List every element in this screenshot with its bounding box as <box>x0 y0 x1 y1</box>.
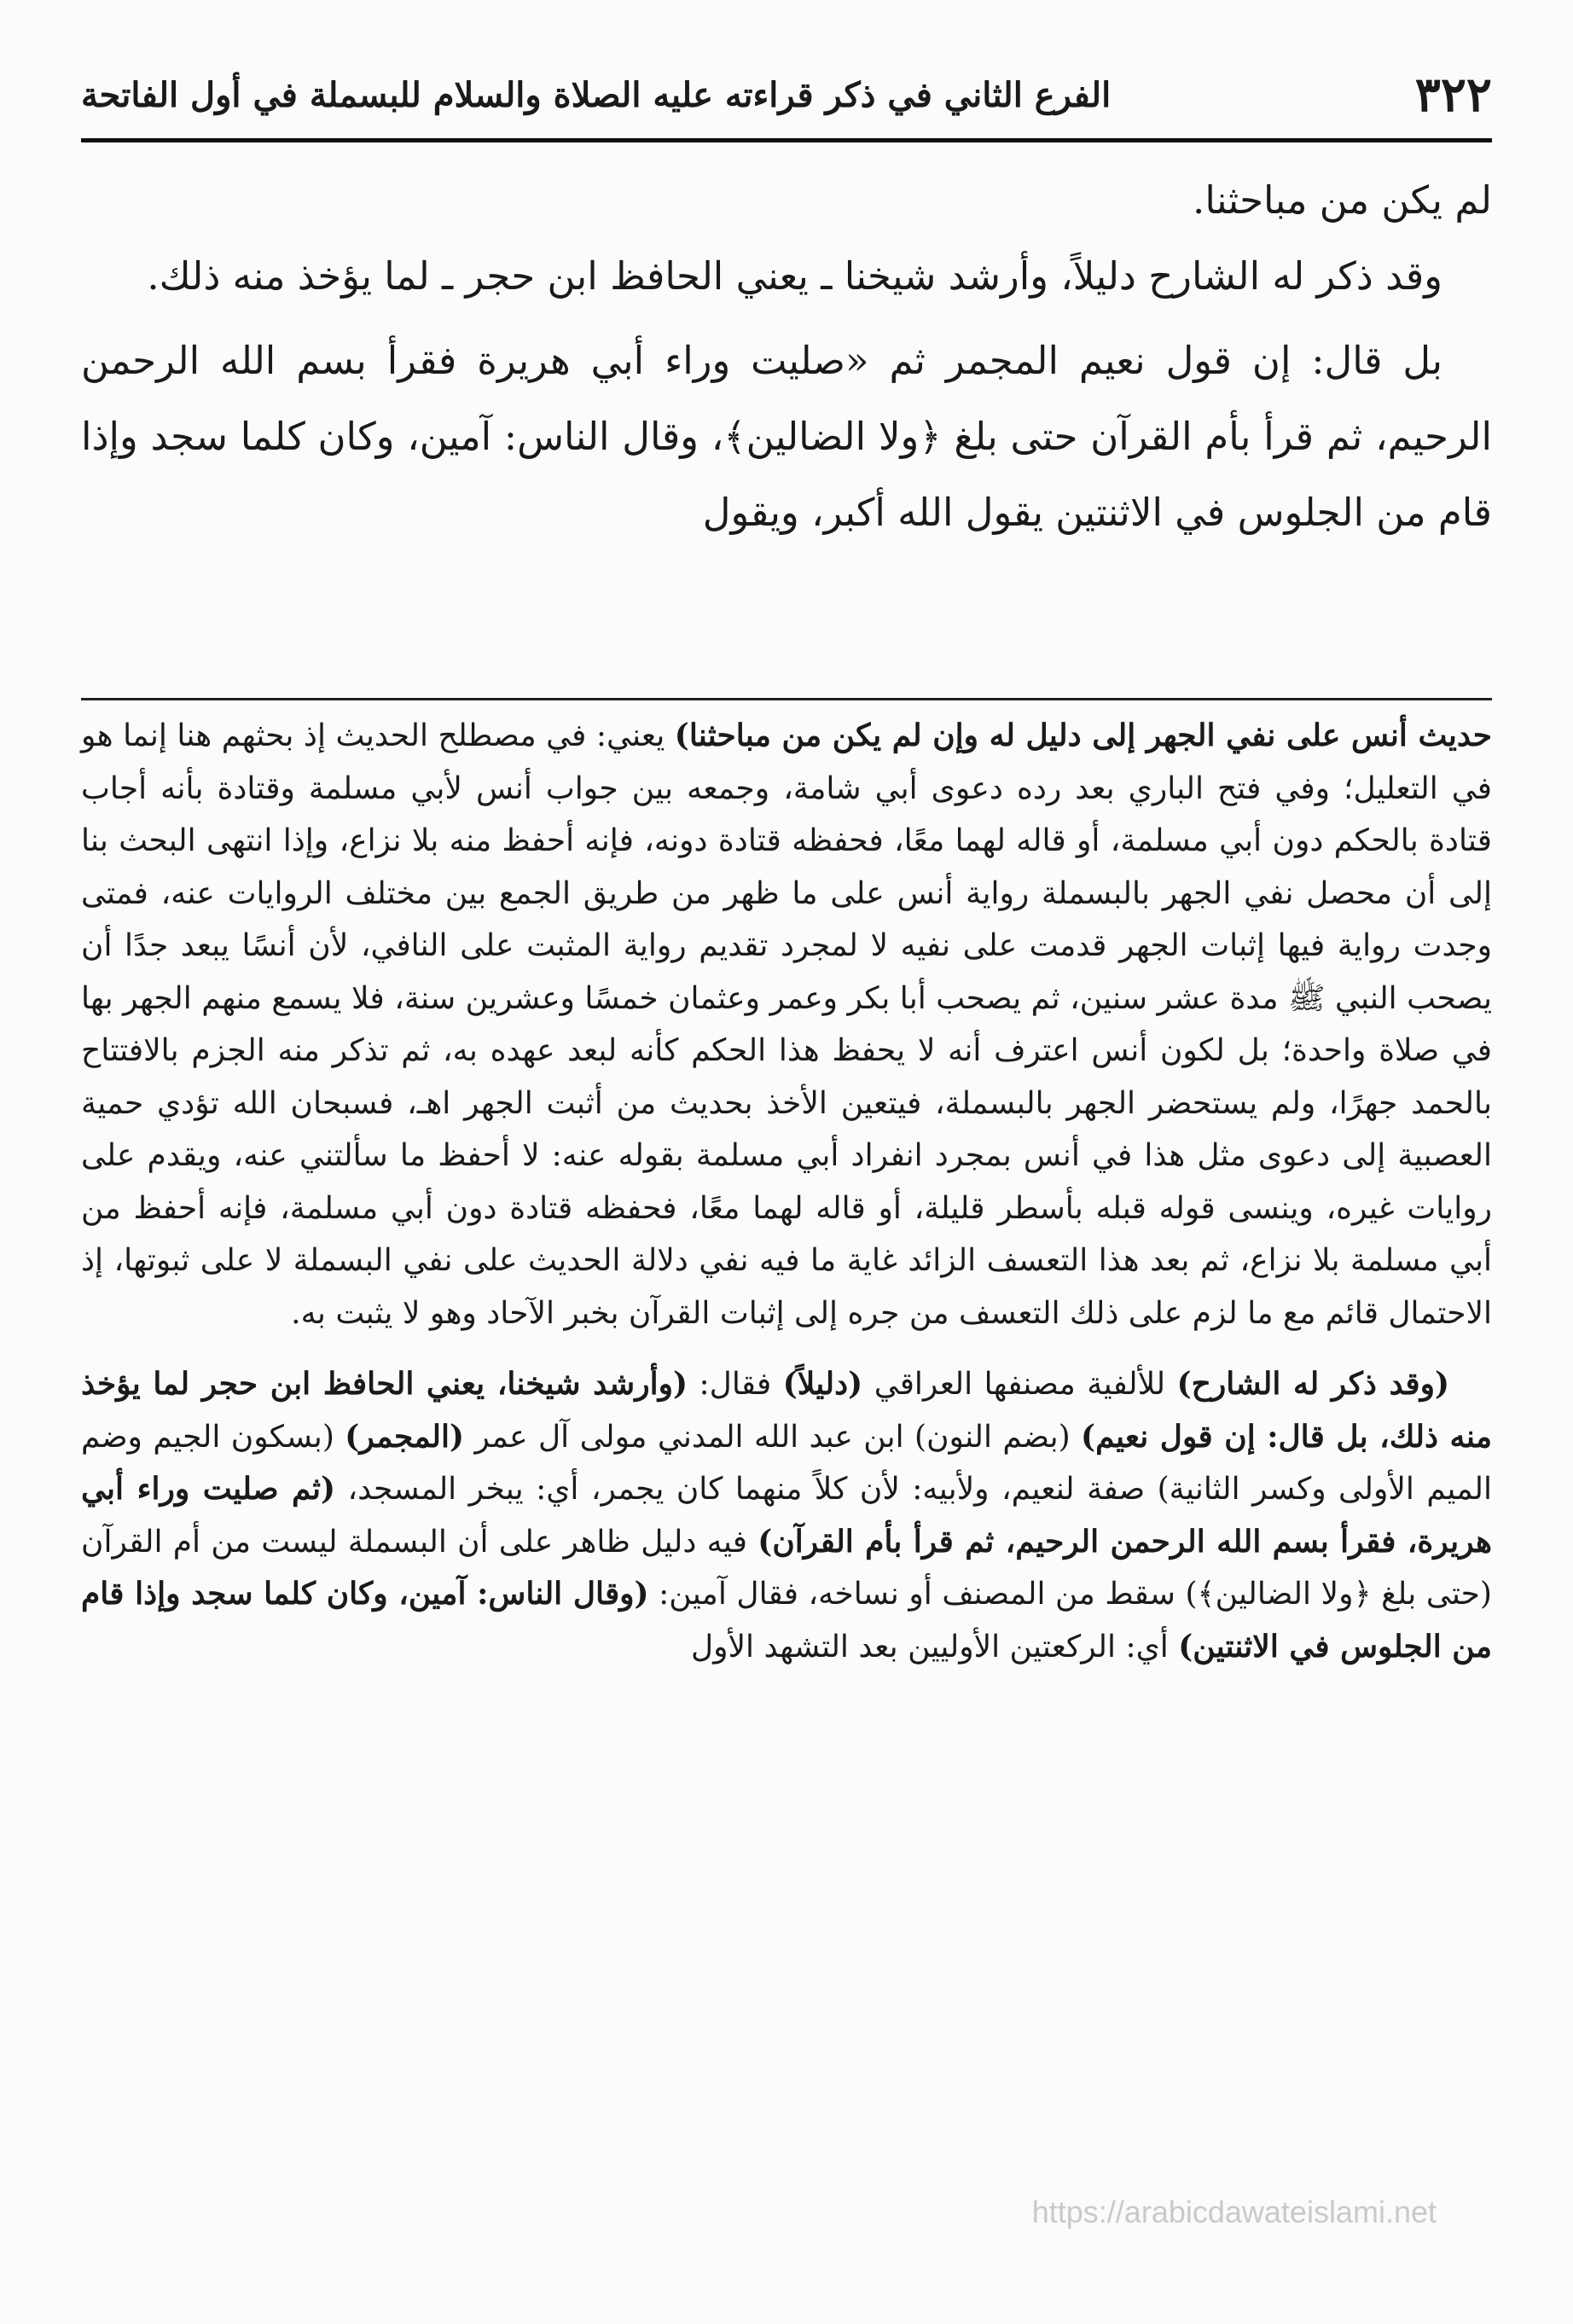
quoted-phrase: (ثم صليت وراء أبي هريرة، فقرأ بسم الله الرحمن الرحيم، ثم قرأ بأم القرآن) <box>81 1471 1492 1560</box>
commentary-text: للألفية مصنفها العراقي <box>862 1367 1177 1402</box>
commentary-paragraph-2 <box>81 1358 1492 1673</box>
quoted-phrase: (وقال الناس: آمين، وكان كلما سجد وإذا قام من الجلوس في الاثنتين) <box>81 1576 1492 1665</box>
commentary-text: (بضم النون) ابن عبد الله المدني مولى آل عمر <box>464 1419 1082 1455</box>
commentary-paragraph-1 <box>81 710 1492 1339</box>
page-number: ٣٢٢ <box>1414 67 1492 123</box>
main-paragraph-3: بل قال: إن قول نعيم المجمر ثم «صليت وراء أبي هريرة فقرأ بسم الله الرحمن الرحيم، ثم قرأ بأم القرآن حتى بلغ ﴿ولا الضالين﴾، وقال الناس: آمين، وكان كلما سجد وإذا قام من الجلوس في الاثنتين يقول الله أكبر، ويقول <box>81 338 1492 535</box>
watermark-url: https://arabicdawateislami.net <box>1031 2194 1437 2229</box>
page-header <box>81 60 1492 130</box>
commentary <box>81 710 1492 1673</box>
commentary-bold-lead: حديث أنس على نفي الجهر إلى دليل له وإن لم يكن من مباحثنا) <box>674 718 1492 753</box>
running-title: الفرع الثاني في ذكر قراءته عليه الصلاة والسلام للبسملة في أول الفاتحة <box>81 74 1112 115</box>
header-rule <box>81 138 1492 142</box>
commentary-text: فيه دليل ظاهر على أن البسملة ليست من أم القرآن <box>81 1524 758 1560</box>
footnote-separator <box>81 698 1492 700</box>
quoted-phrase: (دليلاً) <box>782 1366 863 1402</box>
quoted-phrase: (المجمر) <box>345 1418 465 1455</box>
quoted-phrase: (وقد ذكر له الشارح) <box>1176 1366 1450 1402</box>
commentary-text: (حتى بلغ ﴿ولا الضالين﴾) سقط من المصنف أو نساخه، فقال آمين: <box>648 1577 1492 1612</box>
main-paragraph-1: لم يكن من مباحثنا. <box>1193 177 1492 223</box>
commentary-text: يعني: في مصطلح الحديث إذ بحثهم هنا إنما هو في التعليل؛ وفي فتح الباري بعد رده دعوى أبي شامة، وجمعه بين جواب أنس لأبي مسلمة وقتادة بأنه أجاب قتادة بالحكم دون أبي مسلمة، أو قاله لهما معًا، فحفظه قتادة دونه، فإنه أحفظ منه بلا نزاع، وإذا انتهى البحث بنا إلى أن محصل نفي الجهر بالبسملة رواية أنس على ما ظهر من طريق الجمع بين مختلف الروايات عنه، فمتى وجدت رواية فيها إثبات الجهر قدمت على نفيه لا لمجرد تقديم رواية المثبت على النافي، لأن أنسًا يبعد جدًا أن يصحب النبي ﷺ مدة عشر سنين، ثم يصحب أبا بكر وعمر وعثمان خمسًا وعشرين سنة، فلا يسمع منهم الجهر بها في صلاة واحدة؛ بل لكون أنس اعترف أنه لا يحفظ هذا الحكم كأنه لبعد عهده به، ثم تذكر منه الجزم بالافتتاح بالحمد جهرًا، ولم يستحضر الجهر بالبسملة، فيتعين الأخذ بحديث من أثبت الجهر اهـ، فسبحان الله تؤدي حمية العصبية إلى دعوى مثل هذا في أنس بمجرد انفراد أبي مسلمة بقوله عنه: لا أحفظ ما سألتني عنه، ويقدم على روايات غيره، وينسى قوله قبله بأسطر قليلة، أو قاله لهما معًا، فحفظه قتادة دون أبي مسلمة، فإنه أحفظ من أبي مسلمة بلا نزاع، ثم بعد هذا التعسف الزائد غاية ما فيه نفي دلالة الحديث على نفي البسملة لا على ثبوتها، إذ الاحتمال قائم مع ما لزم على ذلك التعسف من جره إلى إثبات القرآن بخبر الآحاد وهو لا يثبت به. <box>81 718 1492 1331</box>
commentary-text: (بسكون الجيم وضم الميم الأولى وكسر الثانية) صفة لنعيم، ولأبيه: لأن كلاً منهما كان يجمر، أي: يبخر المسجد، <box>81 1419 1492 1507</box>
main-paragraph-2: وقد ذكر له الشارح دليلاً، وأرشد شيخنا ـ يعني الحافظ ابن حجر ـ لما يؤخذ منه ذلك. <box>147 253 1442 299</box>
quoted-phrase: (وأرشد شيخنا، يعني الحافظ ابن حجر لما يؤخذ منه ذلك، بل قال: إن قول نعيم) <box>81 1366 1493 1455</box>
main-text <box>81 162 1492 550</box>
commentary-text: أي: الركعتين الأوليين بعد التشهد الأول <box>690 1629 1179 1665</box>
commentary-text: فقال: <box>688 1367 783 1402</box>
